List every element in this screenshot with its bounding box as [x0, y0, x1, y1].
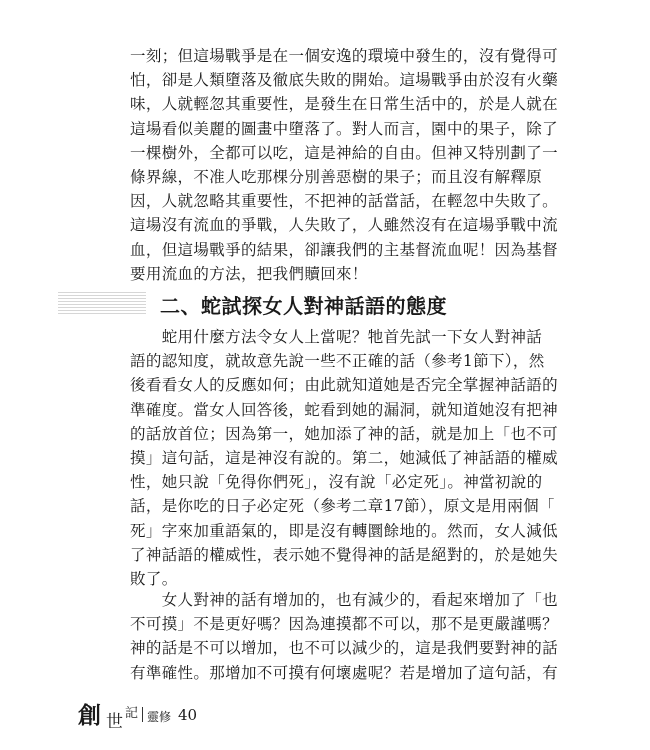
text-line: 神的話是不可以增加，也不可以減少的，這是我們要對神的話 [130, 639, 558, 658]
text-line: 語的認知度，就故意先說一些不正確的話（參考1節下），然 [130, 352, 545, 371]
text-line: 死」字來加重語氣的，即是沒有轉圜餘地的。然而，女人減低 [130, 521, 558, 540]
text-line: 蛇用什麼方法令女人上當呢？牠首先試一下女人對神話 [130, 328, 543, 346]
publication-title-char: 創 [78, 702, 101, 729]
page-number: 40 [178, 706, 198, 724]
publication-subtitle: 靈修 [147, 710, 172, 724]
publication-title-char: 記 [125, 706, 139, 721]
text-line: 後看看女人的反應如何；由此就知道她是否完全掌握神話語的 [130, 376, 558, 395]
text-line: 敗了。 [130, 570, 178, 589]
text-line: 這場看似美麗的圖畫中墮落了。對人而言，園中的果子，除了 [130, 119, 558, 138]
text-line: 要用流血的方法，把我們贖回來！ [130, 264, 368, 283]
text-line: 味，人就輕忽其重要性，是發生在日常生活中的，於是人就在 [130, 95, 558, 114]
text-line: 因，人就忽略其重要性，不把神的話當話，在輕忽中失敗了。 [130, 192, 558, 211]
paragraph-2 [130, 325, 558, 591]
text-line: 話，是你吃的日子必定死（參考二章17節），原文是用兩個「 [130, 497, 555, 516]
section-heading: 二、蛇試探女人對神話語的態度 [160, 294, 447, 318]
text-line: 一棵樹外，全都可以吃，這是神給的自由。但神又特別劃了一 [130, 143, 558, 162]
text-line: 這場沒有流血的爭戰，人失敗了，人雖然沒有在這場爭戰中流 [130, 216, 558, 235]
text-line: 怕，卻是人類墮落及徹底失敗的開始。這場戰爭由於沒有火藥 [130, 71, 558, 90]
text-line: 準確度。當女人回答後，蛇看到她的漏洞，就知道她沒有把神 [130, 400, 558, 419]
text-line: 有準確性。那增加不可摸有何壞處呢？若是增加了這句話，有 [130, 663, 558, 682]
text-line: 女人對神的話有增加的，也有減少的，看起來增加了「也 [130, 591, 558, 609]
text-line: 性，她只說「免得你們死」，沒有說「必定死」。神當初說的 [130, 473, 543, 492]
text-line: 條界線，不准人吃那棵分別善惡樹的果子；而且沒有解釋原 [130, 168, 543, 187]
paragraph-3 [130, 588, 558, 685]
section-decoration [58, 292, 146, 314]
text-line: 的話放首位；因為第一，她加添了神的話，就是加上「也不可 [130, 424, 558, 443]
footer-divider [142, 707, 143, 722]
page-footer [78, 695, 278, 735]
text-line: 了神話語的權威性，表示她不覺得神的話是絕對的，於是她失 [130, 545, 558, 564]
publication-title-char: 世 [106, 712, 123, 732]
paragraph-1 [130, 44, 558, 286]
text-line: 血，但這場戰爭的結果，卻讓我們的主基督流血呢！因為基督 [130, 240, 558, 259]
text-line: 一刻；但這場戰爭是在一個安逸的環境中發生的，沒有覺得可 [130, 47, 558, 65]
text-line: 不可摸」不是更好嗎？因為連摸都不可以，那不是更嚴謹嗎？ [130, 615, 558, 634]
text-line: 摸」這句話，這是神沒有說的。第二，她減低了神話語的權威 [130, 449, 558, 468]
